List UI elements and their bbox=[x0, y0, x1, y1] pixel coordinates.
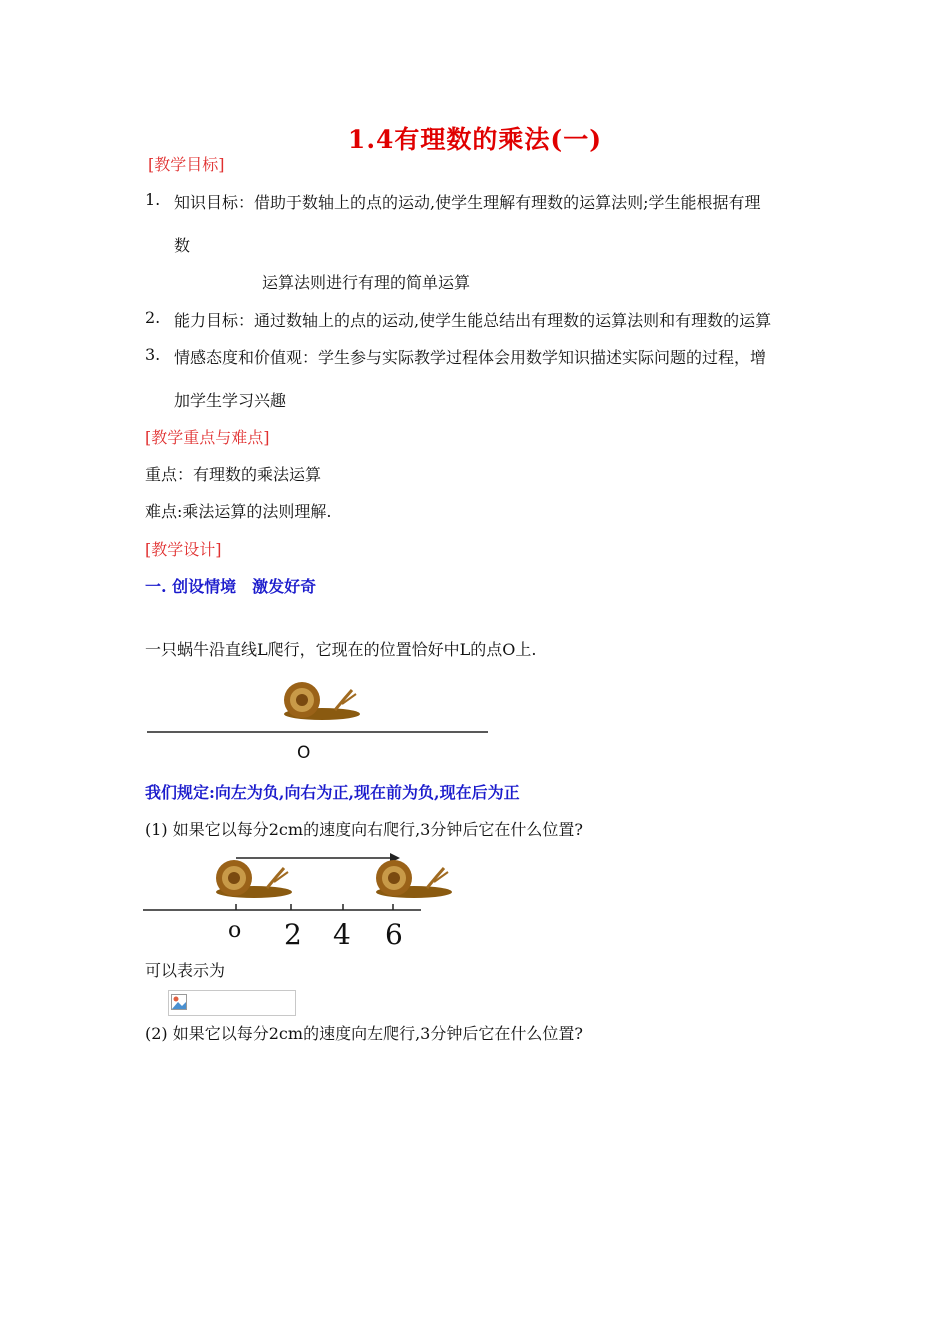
rule-text: 我们规定:向左为负,向右为正,现在前为负,现在后为正 bbox=[145, 783, 520, 802]
section-objectives: [教学目标] bbox=[148, 155, 225, 174]
objective-3-continuation: 加学生学习兴趣 bbox=[174, 391, 287, 410]
broken-formula-image bbox=[168, 990, 296, 1016]
snail-start-icon bbox=[216, 860, 292, 898]
objective-1-continuation-2: 运算法则进行有理的简单运算 bbox=[262, 273, 471, 292]
objective-2-number: 2. bbox=[145, 308, 161, 327]
tick-label-2: 2 bbox=[284, 918, 302, 951]
page-title: 1.4有理数的乘法(一) bbox=[347, 125, 603, 154]
objective-3-text: 情感态度和价值观：学生参与实际教学过程体会用数学知识描述实际问题的过程，增 bbox=[174, 348, 767, 367]
objective-3-number: 3. bbox=[145, 345, 161, 364]
section-key-points: [教学重点与难点] bbox=[145, 428, 270, 447]
objective-1-text: 知识目标：借助于数轴上的点的运动,使学生理解有理数的运算法则;学生能根据有理 bbox=[174, 193, 761, 212]
question-1: (1) 如果它以每分2cm的速度向右爬行,3分钟后它在什么位置? bbox=[145, 820, 583, 839]
tick-label-0: o bbox=[228, 918, 242, 943]
tick-label-6: 6 bbox=[385, 918, 403, 951]
tick-label-4: 4 bbox=[333, 918, 351, 951]
can-express-text: 可以表示为 bbox=[145, 961, 226, 980]
section-design: [教学设计] bbox=[145, 540, 222, 559]
difficulty: 难点:乘法运算的法则理解. bbox=[145, 502, 332, 521]
objective-1-number: 1. bbox=[145, 190, 161, 209]
objective-2-text: 能力目标：通过数轴上的点的运动,使学生能总结出有理数的运算法则和有理数的运算 bbox=[174, 311, 772, 330]
step1-heading: 一. 创设情境 激发好奇 bbox=[145, 577, 317, 596]
origin-label: O bbox=[297, 743, 311, 763]
objective-1-continuation: 数 bbox=[174, 236, 191, 255]
key-point: 重点：有理数的乘法运算 bbox=[145, 465, 322, 484]
intro-text: 一只蜗牛沿直线L爬行，它现在的位置恰好中L的点O上. bbox=[145, 640, 537, 659]
snail-end-icon bbox=[376, 860, 452, 898]
question-2: (2) 如果它以每分2cm的速度向左爬行,3分钟后它在什么位置? bbox=[145, 1024, 583, 1043]
broken-image-icon bbox=[171, 994, 187, 1010]
